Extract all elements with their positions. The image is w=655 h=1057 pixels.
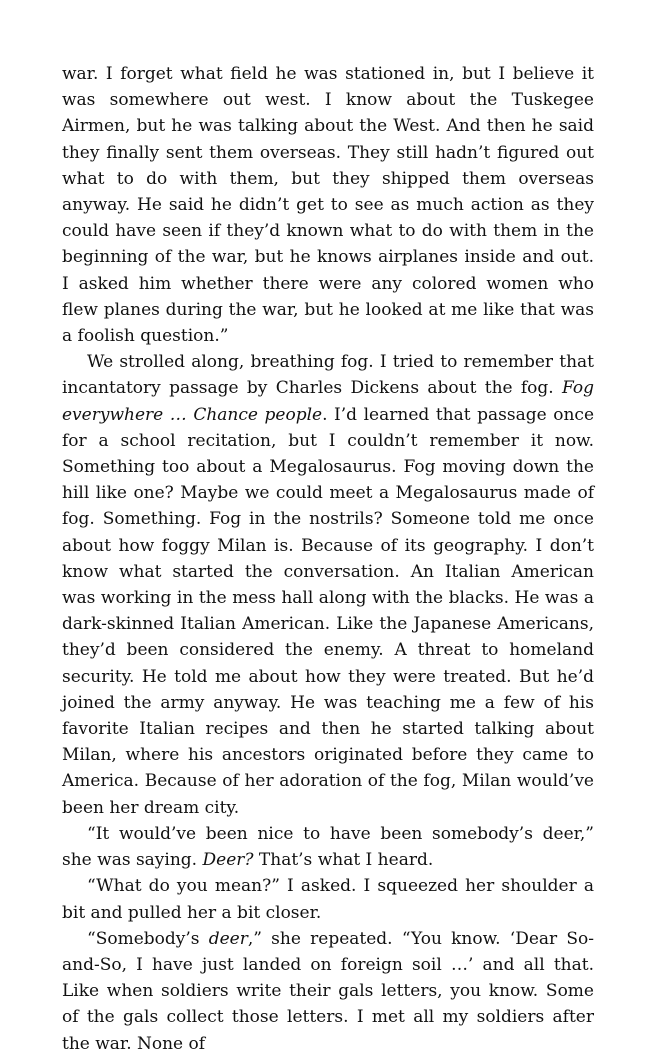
paragraph — [62, 821, 594, 873]
text-run: “Somebody’s — [87, 928, 209, 949]
italic-text-run: deer — [208, 928, 248, 949]
text-run: war. I forget what field he was stationed in, but I believe it was somewhere out west. I know about the Tuskegee Airmen, but he was talking about the West. And then he said they finally sent them overseas. They still hadn’t figured out what to do with them, but they shipped them overseas anyway. He said he didn’t get to see as much action as they could have seen if they’d known what to do with them in the beginning of the war, but he knows airplanes inside and out. I asked him whether there were any colored women who flew planes during the war, but he looked at me like that was a foolish question.” — [62, 64, 594, 347]
text-run: ,” she repeated. “You know. ‘Dear So-and-So, I have just landed on foreign soil …’ and all that. Like when soldiers write their gals letters, you know. Some of the gals collect those letters. I met all my soldiers after the war. None of — [62, 928, 594, 1054]
paragraph — [62, 349, 594, 821]
page-body — [62, 61, 594, 1057]
italic-text-run: Fog everywhere … Chance people — [62, 378, 594, 425]
paragraph — [62, 873, 594, 925]
paragraph — [62, 61, 594, 349]
text-run: That’s what I heard. — [253, 850, 434, 871]
italic-text-run: Deer? — [202, 850, 254, 871]
text-run: “What do you mean?” I asked. I squeezed her shoulder a bit and pulled her a bit closer. — [62, 876, 594, 923]
paragraph — [62, 926, 594, 1057]
text-run: “It would’ve been nice to have been somebody’s deer,” she was saying. — [62, 823, 594, 871]
text-run: We strolled along, breathing fog. I tried to remember that incantatory passage by Charles Dickens about the fog. — [62, 352, 594, 399]
text-run: . I’d learned that passage once for a school recitation, but I couldn’t remember it now. Something too about a Megalosaurus. Fog moving down the hill like one? Maybe we could meet a Megalosaurus made of fog. Something. Fog in the nostrils? Someone told me once about how foggy Milan is. Because of its geography. I don’t know what started the conversation. An Italian American was working in the mess hall along with the blacks. He was a dark-skinned Italian American. Like the Japanese Americans, they’d been considered the enemy. A threat to homeland security. He told me about how they were treated. But he’d joined the army anyway. He was teaching me a few of his favorite Italian recipes and then he started talking about Milan, where his ancestors originated before they came to America. Because of her adoration of the fog, Milan would’ve been her dream city. — [62, 404, 595, 818]
